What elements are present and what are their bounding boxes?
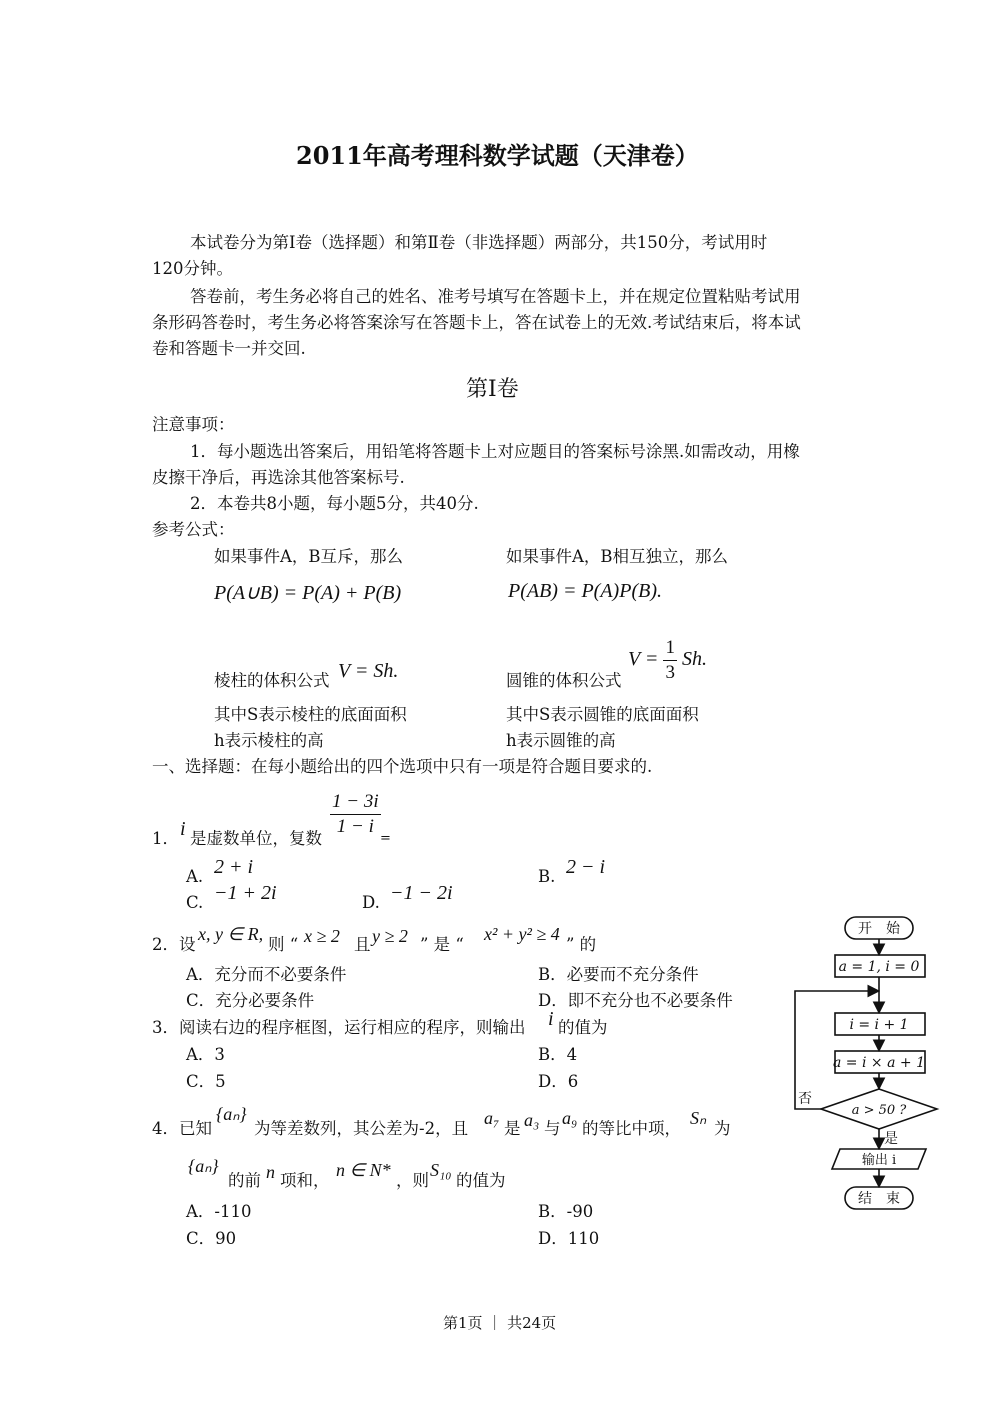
q1-frac-num: 1 − 3i xyxy=(330,790,381,815)
q1-frac-den: 1 − i xyxy=(336,816,374,837)
q4-sn: Sₙ xyxy=(690,1108,707,1128)
prism-volume-label: 棱柱的体积公式 xyxy=(214,671,330,690)
q4-t9: 的值为 xyxy=(456,1171,506,1190)
q4-t6: 的前 xyxy=(228,1171,261,1190)
q2-cond: x, y ∈ R, xyxy=(198,924,264,944)
cone-eq-fraction xyxy=(663,636,677,685)
q4-s10: S₁₀ xyxy=(430,1160,452,1180)
q2-t3: ” 是 “ xyxy=(420,935,464,954)
cone-volume-eq xyxy=(628,636,707,685)
q4-a7: a₇ xyxy=(484,1108,500,1128)
q4-option-a: A．-110 xyxy=(186,1202,252,1221)
q1-option-a: 2 + i xyxy=(214,856,254,878)
cone-eq-lhs: V = xyxy=(628,648,659,670)
q4-t8: ，则 xyxy=(396,1171,429,1190)
prism-s-note: 其中S表示棱柱的底面面积 xyxy=(214,705,407,724)
q1-option-d: −1 − 2i xyxy=(390,882,453,904)
q4-t2: 是 xyxy=(504,1119,521,1138)
intro-line-4: 条形码答卷时，考生务必将答案涂写在答题卡上，答在试卷上的无效.考试结束后，将本试 xyxy=(152,313,801,332)
q2-option-b: B．必要而不充分条件 xyxy=(538,965,699,984)
q3-option-c: C．5 xyxy=(186,1072,226,1091)
flow-yes-label: 是 xyxy=(884,1131,898,1147)
q3-option-a: A．3 xyxy=(186,1045,225,1064)
q1-option-b: 2 − i xyxy=(566,856,606,878)
formula-exclusive-cond: 如果事件A，B互斥，那么 xyxy=(214,547,404,566)
q4-t4: 的等比中项， xyxy=(582,1119,681,1138)
notes-item-1-cont: 皮擦干净后，再选涂其他答案标号. xyxy=(152,468,405,487)
q3-var: i xyxy=(548,1008,554,1030)
q4-option-b: B．-90 xyxy=(538,1202,594,1221)
section-heading: 第Ⅰ卷 xyxy=(466,377,519,402)
page-footer: 第1页 ｜ 共24页 xyxy=(443,1314,557,1332)
q4-n: n xyxy=(266,1162,275,1182)
q4-a3: a₃ xyxy=(524,1110,540,1130)
cone-volume-label: 圆锥的体积公式 xyxy=(506,671,622,690)
flow-init-label: a = 1, i = 0 xyxy=(838,959,920,975)
notes-item-2: 2．本卷共8小题，每小题5分，共40分. xyxy=(190,494,479,513)
q1-option-d-label: D. xyxy=(362,893,380,912)
q4-option-d: D．110 xyxy=(538,1229,600,1248)
flow-end-label: 结 束 xyxy=(858,1191,900,1207)
q1-eq: = xyxy=(380,831,391,846)
q2-option-d: D．即不充分也不必要条件 xyxy=(538,991,733,1010)
formula-heading: 参考公式： xyxy=(152,520,235,539)
q2-num: 2．设 xyxy=(152,935,196,954)
flow-step2-label: a = i × a + 1 xyxy=(833,1055,925,1071)
cone-s-note: 其中S表示圆锥的底面面积 xyxy=(506,705,699,724)
q4-a9: a₉ xyxy=(562,1108,578,1128)
flow-no-label: 否 xyxy=(798,1091,812,1107)
q1-option-a-label: A. xyxy=(186,867,204,886)
q3-option-d: D．6 xyxy=(538,1072,579,1091)
part1-heading: 一、选择题：在每小题给出的四个选项中只有一项是符合题目要求的. xyxy=(152,757,653,776)
program-flowchart xyxy=(780,905,950,1215)
q4-t5: 为 xyxy=(714,1119,731,1138)
q4-t1: 为等差数列，其公差为-2，且 xyxy=(254,1119,469,1138)
formula-independent-cond: 如果事件A，B相互独立，那么 xyxy=(506,547,729,566)
q2-option-c: C．充分必要条件 xyxy=(186,991,315,1010)
notes-item-1: 1．每小题选出答案后，用铅笔将答题卡上对应题目的答案标号涂黑.如需改动，用橡 xyxy=(190,442,800,461)
cone-eq-den: 3 xyxy=(665,662,675,683)
q2-m3: x² + y² ≥ 4 xyxy=(484,924,560,944)
q1-frac xyxy=(330,790,381,839)
q2-m2: y ≥ 2 xyxy=(372,926,408,946)
q1-var: i xyxy=(180,818,186,840)
intro-line-2: 120分钟。 xyxy=(152,259,233,278)
cone-h-note: h表示圆锥的高 xyxy=(506,731,616,750)
q4-option-c: C．90 xyxy=(186,1229,237,1248)
q4-num: 4．已知 xyxy=(152,1119,212,1138)
q4-seq2: {aₙ} xyxy=(188,1156,219,1176)
q2-t1: 则 “ xyxy=(268,935,299,954)
q4-nset: n ∈ N* xyxy=(336,1160,391,1180)
q3-tail: 的值为 xyxy=(558,1018,608,1037)
formula-exclusive-eq: P(A∪B) = P(A) + P(B) xyxy=(214,582,402,604)
q1-option-c-label: C. xyxy=(186,893,204,912)
cone-eq-num: 1 xyxy=(663,636,677,661)
q1-num: 1． xyxy=(152,829,179,848)
prism-volume-eq: V = Sh. xyxy=(338,660,399,682)
q2-t2: 且 xyxy=(354,935,371,954)
flow-cond-label: a > 50 ? xyxy=(851,1103,907,1118)
flow-start-label: 开 始 xyxy=(858,921,900,937)
q4-t7: 项和， xyxy=(280,1171,330,1190)
q3-text: 3．阅读右边的程序框图，运行相应的程序，则输出 xyxy=(152,1018,526,1037)
q1-text: 是虚数单位，复数 xyxy=(190,829,322,848)
q1-option-b-label: B. xyxy=(538,867,556,886)
q2-t4: ” 的 xyxy=(566,935,597,954)
prism-h-note: h表示棱柱的高 xyxy=(214,731,324,750)
q2-option-a: A．充分而不必要条件 xyxy=(186,965,347,984)
flow-step1-label: i = i + 1 xyxy=(849,1017,909,1033)
cone-eq-rhs: Sh. xyxy=(682,648,708,670)
q3-option-b: B．4 xyxy=(538,1045,578,1064)
page-title: 2011年高考理科数学试题（天津卷） xyxy=(296,141,699,170)
q4-t3: 与 xyxy=(544,1119,561,1138)
q2-m1: x ≥ 2 xyxy=(304,926,340,946)
intro-line-3: 答卷前，考生务必将自己的姓名、准考号填写在答题卡上，并在规定位置粘贴考试用 xyxy=(190,287,801,306)
q1-option-c: −1 + 2i xyxy=(214,882,277,904)
q1-fraction xyxy=(330,790,381,839)
q4-seq: {aₙ} xyxy=(216,1104,247,1124)
formula-independent-eq: P(AB) = P(A)P(B). xyxy=(508,580,662,602)
notes-heading: 注意事项： xyxy=(152,415,235,434)
flow-output-label: 输出 i xyxy=(861,1153,897,1168)
intro-line-1: 本试卷分为第Ⅰ卷（选择题）和第Ⅱ卷（非选择题）两部分，共150分，考试用时 xyxy=(190,233,768,252)
intro-line-5: 卷和答题卡一并交回. xyxy=(152,339,306,358)
